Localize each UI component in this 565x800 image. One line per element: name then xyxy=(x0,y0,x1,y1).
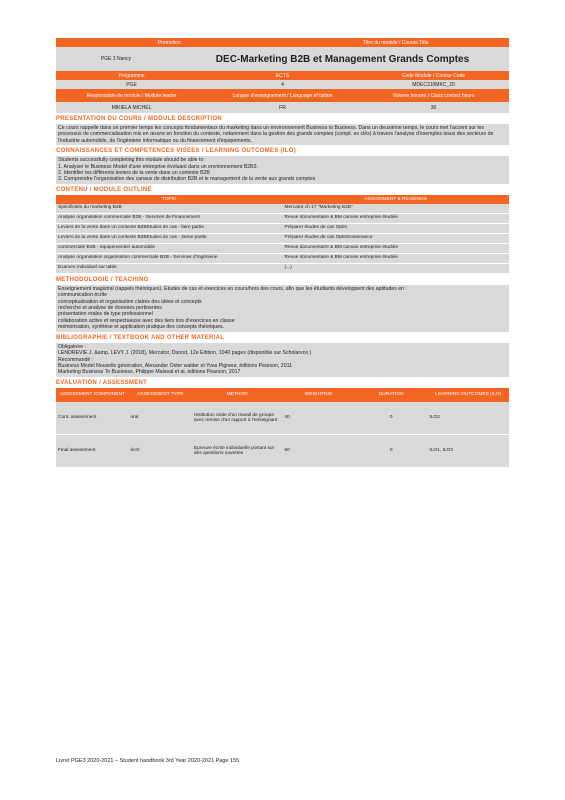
topic-cell: Leviers de la vente dans un contexte B2BEtudes de cas - 2eme partie xyxy=(56,233,283,243)
header-values-1 xyxy=(56,47,509,71)
biblio-line: Recommandé : xyxy=(58,356,94,363)
topic-col-header: TOPIC xyxy=(56,195,283,204)
course-sheet xyxy=(56,38,509,468)
header-row-1 xyxy=(56,38,509,47)
biblio-heading: BIBLIOGRAPHIE / TEXTBOOK AND OTHER MATERIAL xyxy=(56,334,225,341)
method-line: recherche et analyse de données pertinentes xyxy=(58,305,162,312)
header-values-3 xyxy=(56,102,509,113)
assign-cell: Préparer études de cas OptisSoutenance xyxy=(283,233,510,243)
eval-col-header: DURATION xyxy=(355,388,427,402)
header-row-2 xyxy=(56,71,509,80)
eval-col-header: ASSESSMENT COMPONENT xyxy=(56,388,128,402)
eval-duration: 0 xyxy=(355,434,427,467)
table-row xyxy=(56,213,509,223)
biblio-line: Business Model Nouvelle génération, Alexander Oster walder et Yves Pigneur, éditions Pearson, 2011 xyxy=(58,362,292,369)
method-line: mémorisation, synthèse et application pratique des concepts théoriques. xyxy=(58,324,225,331)
method-box xyxy=(56,285,509,332)
ilo-line: 3. Comprendre l'organisation des canaux de distribution B2B et le management de la vente aux grands comptes xyxy=(58,176,316,183)
assign-cell: Revue documentaire & BM canvas entreprise étudiée xyxy=(283,213,510,223)
eval-weight: 40 xyxy=(282,402,354,435)
eval-type: oral xyxy=(128,402,191,435)
eval-col-header: LEARNING OUTCOMES (ILO) xyxy=(427,388,509,402)
eval-component: Cont. assessment xyxy=(56,402,128,435)
topic-cell: commerciale B2B - équipementier automobile xyxy=(56,243,283,253)
table-row xyxy=(56,233,509,243)
method-line: collaboration active et respectueuse avec des tiers lors d'exercices en classe xyxy=(58,317,235,324)
assign-cell: (...) xyxy=(283,263,510,273)
method-line: présentation orales de type professionnel xyxy=(58,311,153,318)
topic-cell: Analyse organisation commerciale B2B - Services de Financement xyxy=(56,213,283,223)
biblio-box xyxy=(56,343,509,377)
eval-ilo: ILO1, ILO3 xyxy=(427,434,509,467)
table-row xyxy=(56,243,509,253)
evaluation-table xyxy=(56,388,509,468)
ilo-line: 2. Identifier les différents leviers de la vente dans un contexte B2B xyxy=(58,170,210,177)
table-row xyxy=(56,204,509,214)
eval-col-header: WEIGHTING xyxy=(282,388,354,402)
page-footer: Livret PGE3 2020-2021 – Student handbook 3rd Year 2020-2021 Page 155 xyxy=(56,758,240,764)
table-row xyxy=(56,434,509,467)
ilo-box xyxy=(56,156,509,184)
volume-label: Volume horaire / Class contact hours xyxy=(392,92,475,99)
eval-ilo: ILO2 xyxy=(427,402,509,435)
assign-cell: Préparer études de cas Optis xyxy=(283,223,510,233)
course-title: DEC-Marketing B2B et Management Grands Comptes xyxy=(215,53,470,65)
table-row xyxy=(56,253,509,263)
code-label: Code Module / Course Code xyxy=(401,72,466,79)
ects-label: ECTS xyxy=(275,72,290,79)
topic-cell: Examen individuel sur table xyxy=(56,263,283,273)
ilo-line: Students successfully completing this module should be able to: xyxy=(58,157,205,164)
biblio-line: Marketing Business To Business, Philippe Malaval et al, éditions Pearson, 2017 xyxy=(58,369,241,376)
table-row xyxy=(56,402,509,435)
code-value: MDEC310MKC_20 xyxy=(412,81,455,88)
method-line: Enseignement magistral (rappels théoriques). Etudes de cas et exercices en cours/hors des cours, afin que les étudiants développent des aptitudes en : xyxy=(58,285,407,292)
programme-value: PGE xyxy=(126,81,137,88)
topic-cell: Leviers de la vente dans un contexte B2BEtudes de cas - faire partie xyxy=(56,223,283,233)
langue-label: Langue d'enseignement / Language of tuition xyxy=(232,92,333,99)
ilo-line: 1. Analyser le Business Model d'une entreprise évoluant dans un environnement B2B3. xyxy=(58,163,258,170)
title-label: Titre du module / Course Title xyxy=(363,39,429,46)
topic-cell: Analyse organisation organisation commerciale B2B - Services d'Ingénierie xyxy=(56,253,283,263)
eval-col-header: ASSESSMENT TYPE xyxy=(128,388,191,402)
ects-value: 4 xyxy=(281,81,284,88)
eval-method: restitution orale d'un travail de groupe avec remise d'un rapport à l'enseignant xyxy=(192,402,283,435)
assign-cell: Revue documentaire & BM canvas entreprise étudiée xyxy=(283,243,510,253)
header-row-3 xyxy=(56,89,509,102)
eval-heading: EVALUATION / ASSESSMENT xyxy=(56,379,148,386)
ilo-heading: CONNAISSANCES ET COMPETENCES VISEES / LEARNING OUTCOMES (ILO) xyxy=(56,148,296,155)
promotion-value: PGE 3 Nancy xyxy=(100,56,132,62)
eval-weight: 60 xyxy=(282,434,354,467)
eval-duration: 0 xyxy=(355,402,427,435)
assign-cell: Revue documentaire & BM canvas entreprise étudiée xyxy=(283,253,510,263)
method-line: conceptualisation et organisation claires des idées et concepts xyxy=(58,298,202,305)
biblio-line: Obligatoire : xyxy=(58,343,86,350)
presentation-heading: PRESENTATION DU COURS / MODULE DESCRIPTION xyxy=(56,116,223,122)
programme-label: Programme xyxy=(118,72,145,79)
eval-method: Epreuve écrite individuelle portant sur des questions ouvertes xyxy=(192,434,283,467)
biblio-line: LENDREVIE J. &amp, LEVY J. (2018), Mercator, Dunod, 12e Edition, 1040 pages (disponible sur Scholarvox ) xyxy=(58,350,312,357)
assign-cell: Mercator ch 17 "Marketing B2B" xyxy=(283,204,510,214)
eval-col-header: METHOD xyxy=(192,388,283,402)
topics-table xyxy=(56,195,509,274)
langue-value: FR xyxy=(279,104,286,111)
topic-cell: Spécificités du marketing B2B xyxy=(56,204,283,214)
header-values-2 xyxy=(56,80,509,89)
eval-component: Final assessment xyxy=(56,434,128,467)
contenu-heading: CONTENU / MODULE OUTLINE xyxy=(56,186,152,193)
volume-value: 30 xyxy=(430,104,437,111)
assign-col-header: ASSIGNMENT & READINGS xyxy=(283,195,510,204)
table-row xyxy=(56,223,509,233)
eval-type: écrit xyxy=(128,434,191,467)
method-heading: METHODOLOGIE / TEACHING xyxy=(56,276,149,283)
responsable-value: MIKIELA MICHEL xyxy=(111,104,152,111)
table-row xyxy=(56,263,509,273)
presentation-text: Ce cours rappelle dans un premier temps les concepts fondamentaux du marketing dans un environnement Business to Business. Dans un deuxième temps, le cours met l'accent sur les processus de commercialisation mis en œuvre en fonction du contexte, notamment dans la gestion des grands comptes (compt. es clés) à travers l'analyse d'exemples issus des secteurs de l'industrie automobile, de l'ingénierie informatique ou du financement d'équipements. xyxy=(56,124,509,145)
responsable-label: Responsable de module / Module leader xyxy=(86,92,177,99)
promotion-label: Promotion xyxy=(157,39,181,46)
method-line: communication écrite xyxy=(58,292,108,299)
